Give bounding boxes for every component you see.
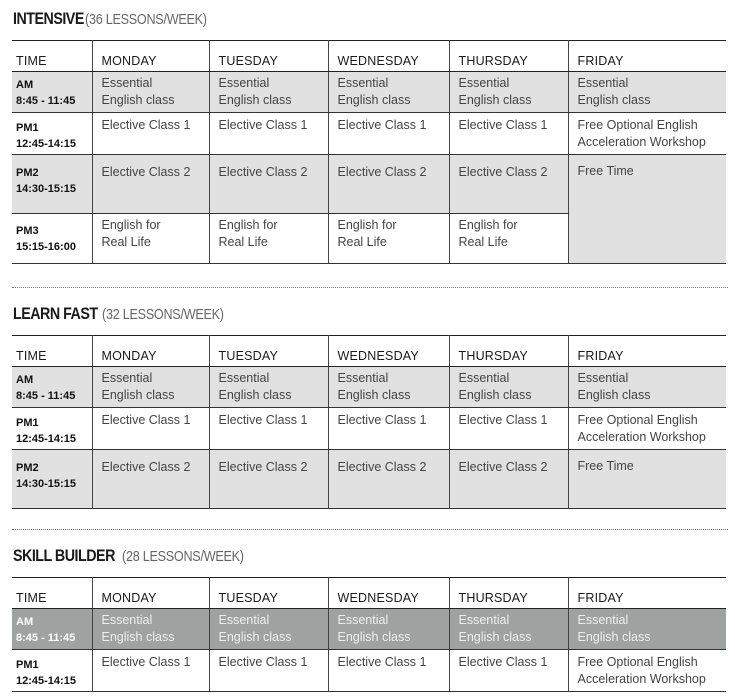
table-row-am: [12, 609, 726, 650]
day-header-monday: MONDAY: [92, 41, 209, 72]
class-cell: Elective Class 2: [328, 155, 449, 214]
section-divider: [12, 287, 728, 288]
class-cell: Elective Class 1: [209, 408, 328, 450]
table-row-pm1: [12, 650, 726, 692]
class-cell: Essential English class: [209, 72, 328, 113]
class-cell: Elective Class 1: [92, 113, 209, 155]
table-row-pm1: [12, 113, 726, 155]
class-cell: Elective Class 2: [209, 155, 328, 214]
day-header-monday: MONDAY: [92, 578, 209, 609]
class-cell: Essential English class: [449, 72, 568, 113]
day-header-thursday: THURSDAY: [449, 336, 568, 367]
class-cell: Essential English class: [328, 609, 449, 650]
time-header: TIME: [12, 578, 92, 609]
class-cell: English for Real Life: [92, 214, 209, 264]
class-cell: Elective Class 1: [449, 113, 568, 155]
table-row-pm2: [12, 155, 726, 214]
class-cell: Essential English class: [209, 609, 328, 650]
slot-pm1: PM1 12:45-14:15: [12, 408, 92, 450]
slot-pm1: PM1 12:45-14:15: [12, 113, 92, 155]
class-cell: English for Real Life: [209, 214, 328, 264]
class-cell: English for Real Life: [449, 214, 568, 264]
slot-pm2: PM2 14:30-15:15: [12, 155, 92, 214]
day-header-tuesday: TUESDAY: [209, 578, 328, 609]
class-cell: Elective Class 2: [328, 450, 449, 509]
class-cell: Elective Class 1: [209, 650, 328, 692]
time-header: TIME: [12, 41, 92, 72]
section-name: SKILL BUILDER: [13, 546, 115, 565]
class-cell: Elective Class 2: [449, 155, 568, 214]
schedule-table-learn-fast: [12, 335, 726, 509]
slot-am: AM 8:45 - 11:45: [12, 72, 92, 113]
day-header-wednesday: WEDNESDAY: [328, 336, 449, 367]
class-cell: Elective Class 1: [328, 113, 449, 155]
day-header-wednesday: WEDNESDAY: [328, 578, 449, 609]
class-cell-free-time: Free Time: [568, 450, 726, 509]
class-cell: Essential English class: [92, 367, 209, 408]
class-cell: Essential English class: [449, 367, 568, 408]
schedule-table-skill-builder: [12, 577, 726, 692]
class-cell: Essential English class: [92, 609, 209, 650]
table-row-pm1: [12, 408, 726, 450]
table-row-am: [12, 367, 726, 408]
class-cell: Essential English class: [328, 72, 449, 113]
class-cell: Essential English class: [568, 72, 726, 113]
table-row-pm2: [12, 450, 726, 509]
class-cell: Elective Class 1: [328, 408, 449, 450]
section-name: LEARN FAST: [13, 304, 98, 323]
slot-pm1: PM1 12:45-14:15: [12, 650, 92, 692]
section-lessons: (36 LESSONS/WEEK): [85, 11, 208, 28]
section-title-learn-fast: [13, 304, 247, 330]
class-cell: Elective Class 2: [92, 450, 209, 509]
table-row-am: [12, 72, 726, 113]
section-lessons: (32 LESSONS/WEEK): [101, 306, 224, 323]
section-title-intensive: [13, 9, 230, 35]
class-cell: Elective Class 1: [449, 408, 568, 450]
class-cell: Essential English class: [568, 367, 726, 408]
slot-pm2: PM2 14:30-15:15: [12, 450, 92, 509]
class-cell: Essential English class: [92, 72, 209, 113]
class-cell: Elective Class 1: [92, 408, 209, 450]
day-header-friday: FRIDAY: [568, 336, 726, 367]
class-cell: Elective Class 2: [449, 450, 568, 509]
header-row: [12, 336, 726, 367]
class-cell: Free Optional English Acceleration Workshop: [568, 650, 726, 692]
class-cell: Elective Class 1: [328, 650, 449, 692]
class-cell: Free Optional English Acceleration Workshop: [568, 113, 726, 155]
class-cell: English for Real Life: [328, 214, 449, 264]
section-divider: [12, 529, 728, 530]
class-cell: Essential English class: [449, 609, 568, 650]
header-row: [12, 41, 726, 72]
section-name: INTENSIVE: [13, 9, 84, 28]
class-cell: Elective Class 2: [92, 155, 209, 214]
class-cell: Essential English class: [209, 367, 328, 408]
header-row: [12, 578, 726, 609]
class-cell: Free Optional English Acceleration Workshop: [568, 408, 726, 450]
schedule-table-intensive: [12, 40, 726, 264]
class-cell: Elective Class 2: [209, 450, 328, 509]
class-cell: Elective Class 1: [449, 650, 568, 692]
day-header-monday: MONDAY: [92, 336, 209, 367]
day-header-tuesday: TUESDAY: [209, 336, 328, 367]
slot-pm3: PM3 15:15-16:00: [12, 214, 92, 264]
section-title-skill-builder: [13, 546, 267, 572]
class-cell: Elective Class 1: [209, 113, 328, 155]
day-header-thursday: THURSDAY: [449, 41, 568, 72]
slot-am: AM 8:45 - 11:45: [12, 367, 92, 408]
day-header-friday: FRIDAY: [568, 578, 726, 609]
day-header-thursday: THURSDAY: [449, 578, 568, 609]
class-cell: Essential English class: [328, 367, 449, 408]
class-cell-free-time: Free Time: [568, 155, 726, 264]
day-header-tuesday: TUESDAY: [209, 41, 328, 72]
section-lessons: (28 LESSONS/WEEK): [122, 548, 245, 565]
slot-am: AM 8:45 - 11:45: [12, 609, 92, 650]
time-header: TIME: [12, 336, 92, 367]
class-cell: Essential English class: [568, 609, 726, 650]
day-header-friday: FRIDAY: [568, 41, 726, 72]
class-cell: Elective Class 1: [92, 650, 209, 692]
day-header-wednesday: WEDNESDAY: [328, 41, 449, 72]
